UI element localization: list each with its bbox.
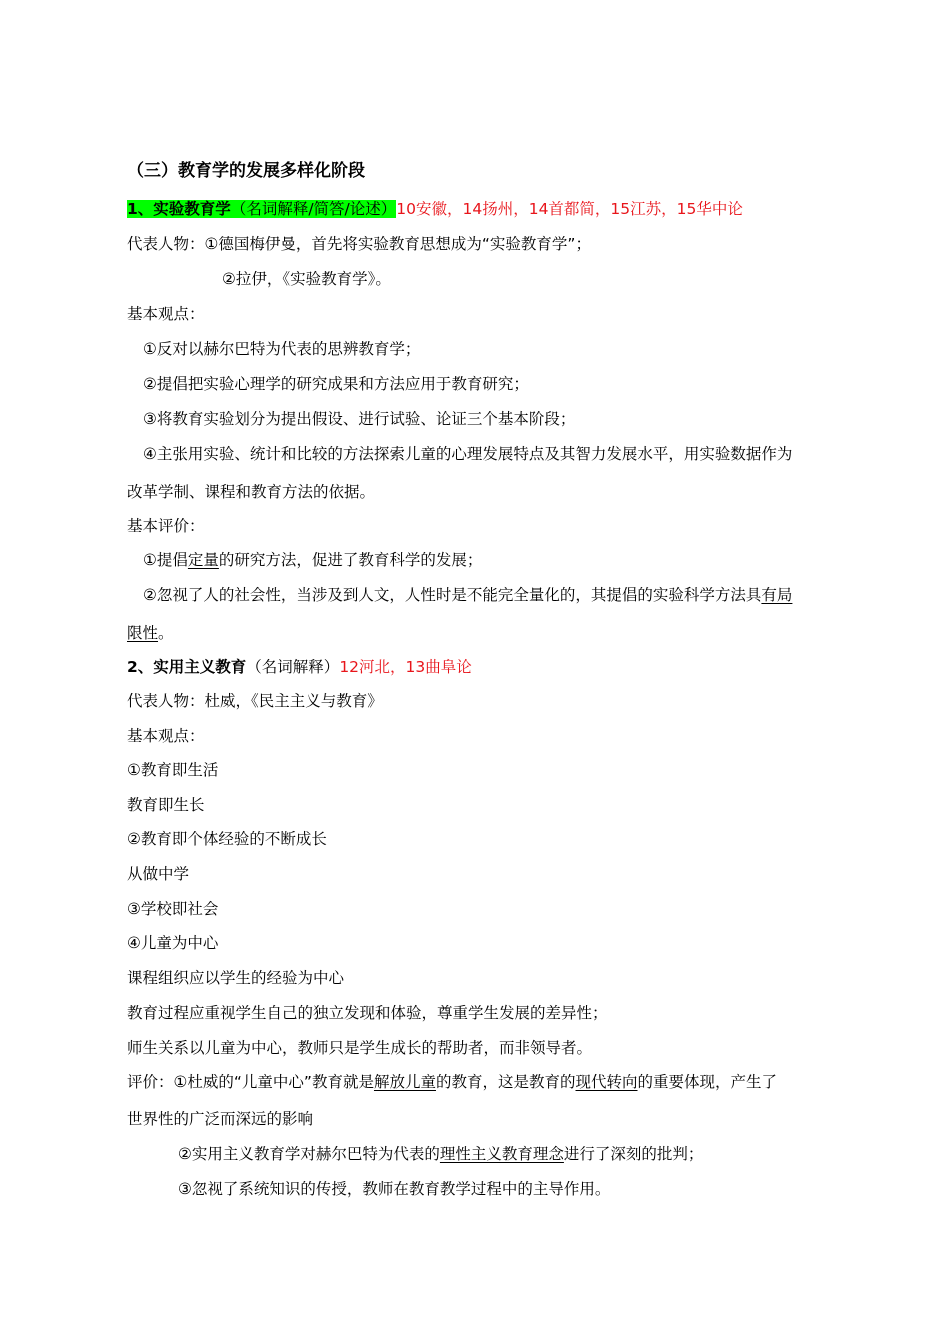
text: 进行了深刻的批判； (563, 1145, 704, 1163)
topic2-view-line: 课程组织应以学生的经验为中心 (127, 969, 345, 987)
underlined-term: 现代转向 (575, 1073, 638, 1091)
topic1-view-1: ①反对以赫尔巴特为代表的思辨教育学； (143, 340, 421, 358)
topic1-views-label: 基本观点： (127, 305, 205, 323)
topic2-view-line: 师生关系以儿童为中心，教师只是学生成长的帮助者，而非领导者。 (127, 1039, 593, 1057)
topic1-view-2: ②提倡把实验心理学的研究成果和方法应用于教育研究； (143, 375, 529, 393)
topic1-representative-1: 代表人物：①德国梅伊曼，首先将实验教育思想成为“实验教育学”； (127, 235, 591, 253)
topic1-name: 实验教育学 (153, 200, 231, 218)
topic1-eval-2-cont (127, 623, 174, 643)
underlined-term: 有局 (761, 586, 793, 604)
topic1-representative-2: ②拉伊，《实验教育学》。 (222, 270, 391, 288)
underlined-term: 理性主义教育理念 (439, 1145, 564, 1163)
underlined-term: 限性 (127, 624, 159, 642)
topic2-exam-refs: 12河北，13曲阜论 (339, 658, 472, 676)
text: 的研究方法，促进了教育科学的发展； (218, 551, 483, 569)
topic1-view-4-cont: 改革学制、课程和教育方法的依据。 (127, 483, 376, 501)
topic2-views-label: 基本观点： (127, 727, 205, 745)
text: 。 (158, 624, 174, 642)
topic2-representative: 代表人物：杜威，《民主主义与教育》 (127, 692, 383, 710)
text: ②实用主义教育学对赫尔巴特为代表的 (178, 1145, 440, 1163)
topic2-view-line: ④儿童为中心 (127, 934, 219, 952)
topic1-view-3: ③将教育实验划分为提出假设、进行试验、论证三个基本阶段； (143, 410, 576, 428)
topic1-eval-2 (143, 585, 792, 605)
topic2-eval-2 (178, 1144, 703, 1164)
topic1-eval-label: 基本评价： (127, 517, 205, 535)
topic2-view-line: 从做中学 (127, 865, 190, 883)
topic1-heading (127, 199, 743, 219)
topic1-number: 1、 (127, 200, 154, 218)
topic2-eval-1 (127, 1072, 777, 1092)
topic1-view-4: ④主张用实验、统计和比较的方法探索儿童的心理发展特点及其智力发展水平，用实验数据作为 (143, 445, 793, 463)
topic2-view-line: 教育过程应重视学生自己的独立发现和体验，尊重学生发展的差异性； (127, 1004, 608, 1022)
text: 的教育，这是教育的 (435, 1073, 576, 1091)
topic2-view-line: ③学校即社会 (127, 900, 219, 918)
topic1-exam-refs: 10安徽，14扬州，14首都简，15江苏，15华中论 (396, 200, 743, 218)
section-title: （三）教育学的发展多样化阶段 (127, 161, 365, 181)
topic2-view-line: ②教育即个体经验的不断成长 (127, 830, 327, 848)
text: ①提倡 (143, 551, 188, 569)
topic2-name: 2、实用主义教育 (127, 658, 247, 676)
topic2-question-type: （名词解释） (246, 658, 340, 676)
topic1-eval-1 (143, 550, 482, 570)
underlined-term: 解放儿童 (373, 1073, 436, 1091)
topic2-eval-1-cont: 世界性的广泛而深远的影响 (127, 1110, 314, 1128)
text: 评价：①杜威的“儿童中心”教育就是 (127, 1073, 374, 1091)
topic2-view-line: ①教育即生活 (127, 761, 219, 779)
text: 的重要体现，产生了 (637, 1073, 778, 1091)
topic2-heading (127, 657, 472, 677)
topic2-eval-3: ③忽视了系统知识的传授，教师在教育教学过程中的主导作用。 (178, 1180, 611, 1198)
topic1-question-type: （名词解释/简答/论述） (230, 200, 397, 218)
text: ②忽视了人的社会性，当涉及到人文，人性时是不能完全量化的，其提倡的实验科学方法具 (143, 586, 762, 604)
underlined-term: 定量 (187, 551, 219, 569)
topic2-view-line: 教育即生长 (127, 796, 205, 814)
